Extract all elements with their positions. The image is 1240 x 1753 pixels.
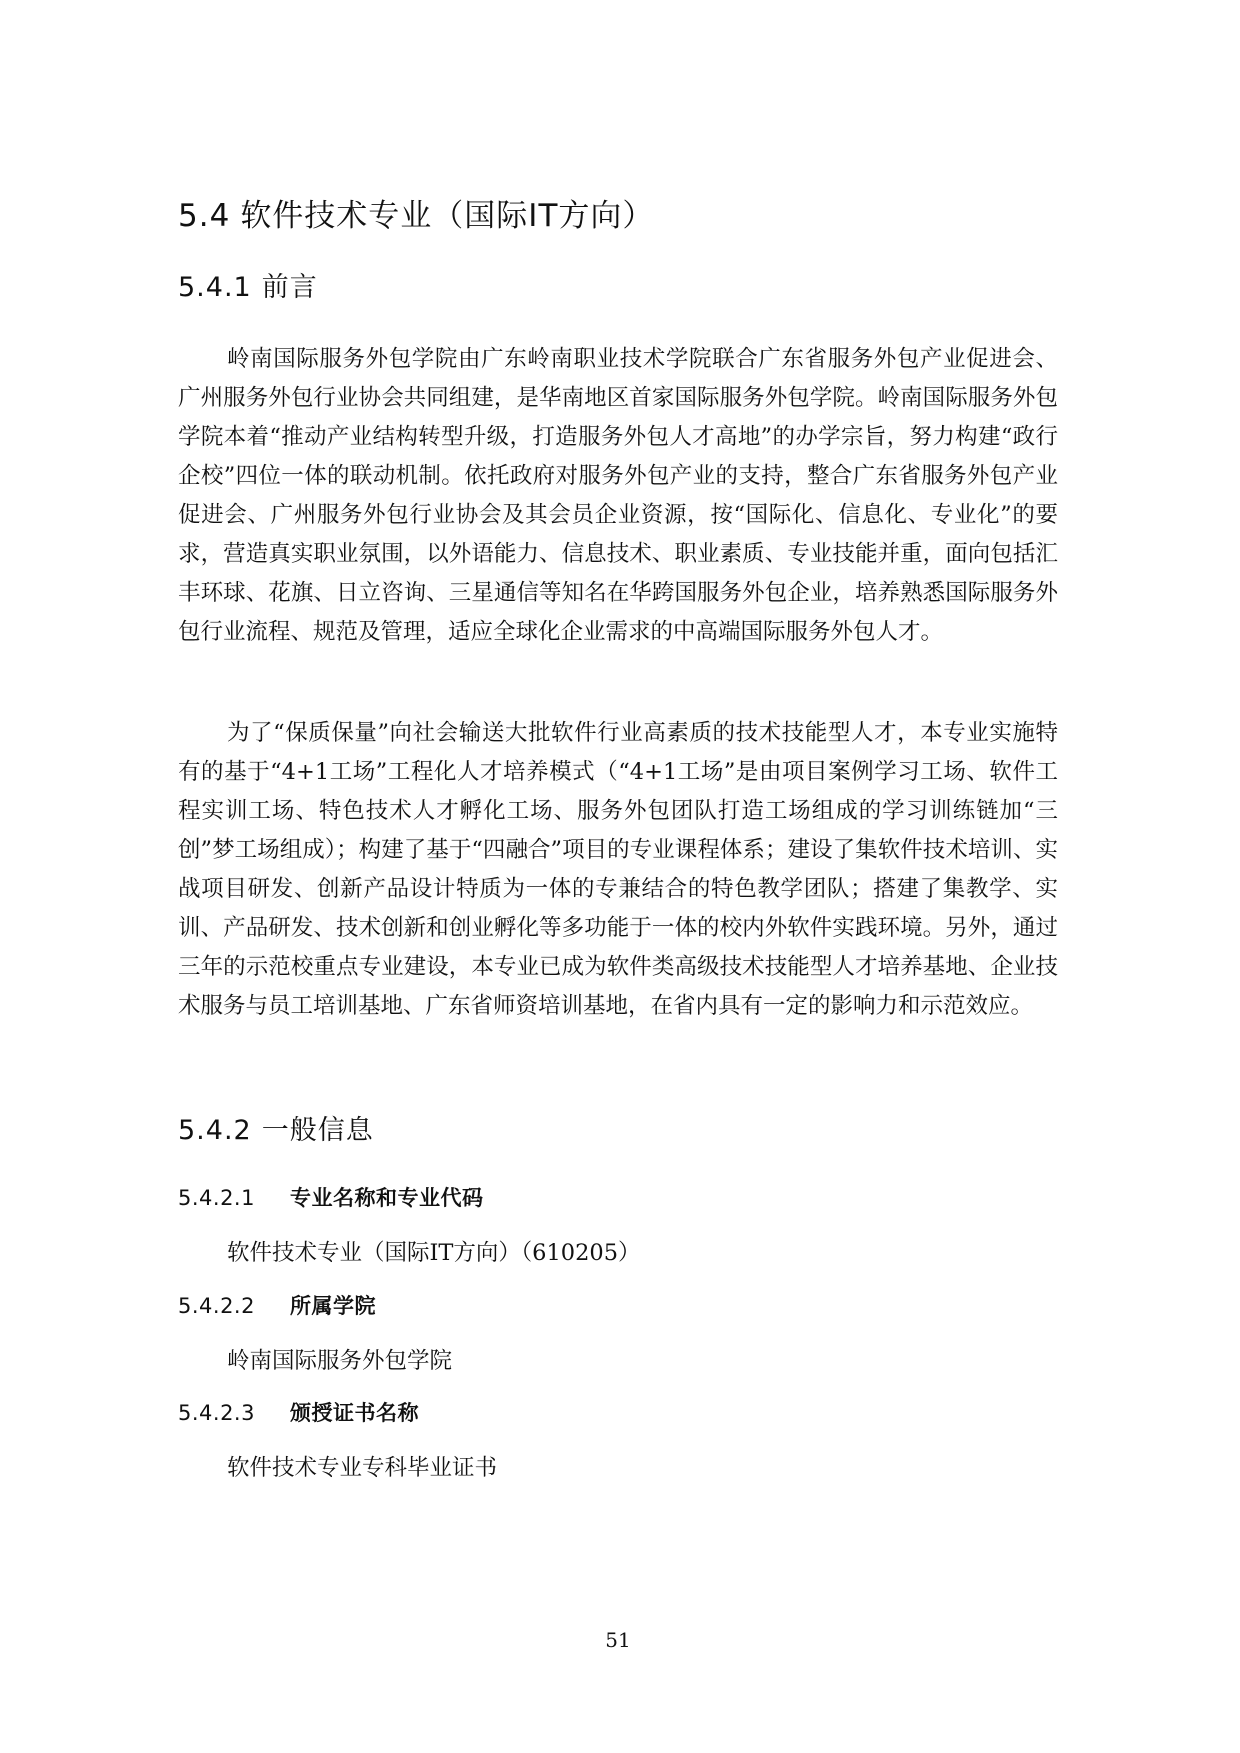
subsection-heading-certificate: [178, 1397, 419, 1427]
preface-paragraph-1: 岭南国际服务外包学院由广东岭南职业技术学院联合广东省服务外包产业促进会、广州服务外包行业协会共同组建，是华南地区首家国际服务外包学院。岭南国际服务外包学院本着“推动产业结构转型升级，打造服务外包人才高地”的办学宗旨，努力构建“政行企校”四位一体的联动机制。依托政府对服务外包产业的支持，整合广东省服务外包产业促进会、广州服务外包行业协会及其会员企业资源，按“国际化、信息化、专业化”的要求，营造真实职业氛围，以外语能力、信息技术、职业素质、专业技能并重，面向包括汇丰环球、花旗、日立咨询、三星通信等知名在华跨国服务外包企业，培养熟悉国际服务外包行业流程、规范及管理，适应全球化企业需求的中高端国际服务外包人才。: [178, 346, 1058, 645]
subsection-number: 5.4.2.3: [178, 1401, 255, 1425]
preface-title: 前言: [261, 272, 318, 303]
general-info-number: 5.4.2: [178, 1115, 252, 1146]
section-heading: [178, 190, 654, 235]
subsection-heading-college: [178, 1290, 376, 1320]
general-info-heading: [178, 1108, 374, 1147]
preface-paragraph-2: 为了“保质保量”向社会输送大批软件行业高素质的技术技能型人才，本专业实施特有的基于“4+1工场”工程化人才培养模式（“4+1工场”是由项目案例学习工场、软件工程实训工场、特色技术人才孵化工场、服务外包团队打造工场组成的学习训练链加“三创”梦工场组成）；构建了基于“四融合”项目的专业课程体系；建设了集软件技术培训、实战项目研发、创新产品设计特质为一体的专兼结合的特色教学团队；搭建了集教学、实训、产品研发、技术创新和创业孵化等多功能于一体的校内外软件实践环境。另外，通过三年的示范校重点专业建设，本专业已成为软件类高级技术技能型人才培养基地、企业技术服务与员工培训基地、广东省师资培训基地，在省内具有一定的影响力和示范效应。: [178, 720, 1058, 1019]
subsection-heading-major: [178, 1182, 484, 1212]
section-title: 软件技术专业（国际IT方向）: [240, 198, 655, 234]
general-info-title: 一般信息: [261, 1115, 374, 1146]
college-value: 岭南国际服务外包学院: [227, 1348, 453, 1374]
page-number: 51: [605, 1628, 631, 1652]
subsection-title: 专业名称和专业代码: [290, 1186, 484, 1210]
preface-number: 5.4.1: [178, 272, 252, 303]
subsection-number: 5.4.2.1: [178, 1186, 255, 1210]
subsection-number: 5.4.2.2: [178, 1294, 255, 1318]
subsection-title: 颁授证书名称: [290, 1401, 419, 1425]
major-name-value: 软件技术专业（国际IT方向）（610205）: [227, 1240, 641, 1266]
preface-heading: [178, 265, 318, 304]
document-page: [178, 0, 1058, 1753]
subsection-title: 所属学院: [290, 1294, 376, 1318]
certificate-value: 软件技术专业专科毕业证书: [227, 1455, 498, 1481]
section-number: 5.4: [178, 198, 231, 234]
